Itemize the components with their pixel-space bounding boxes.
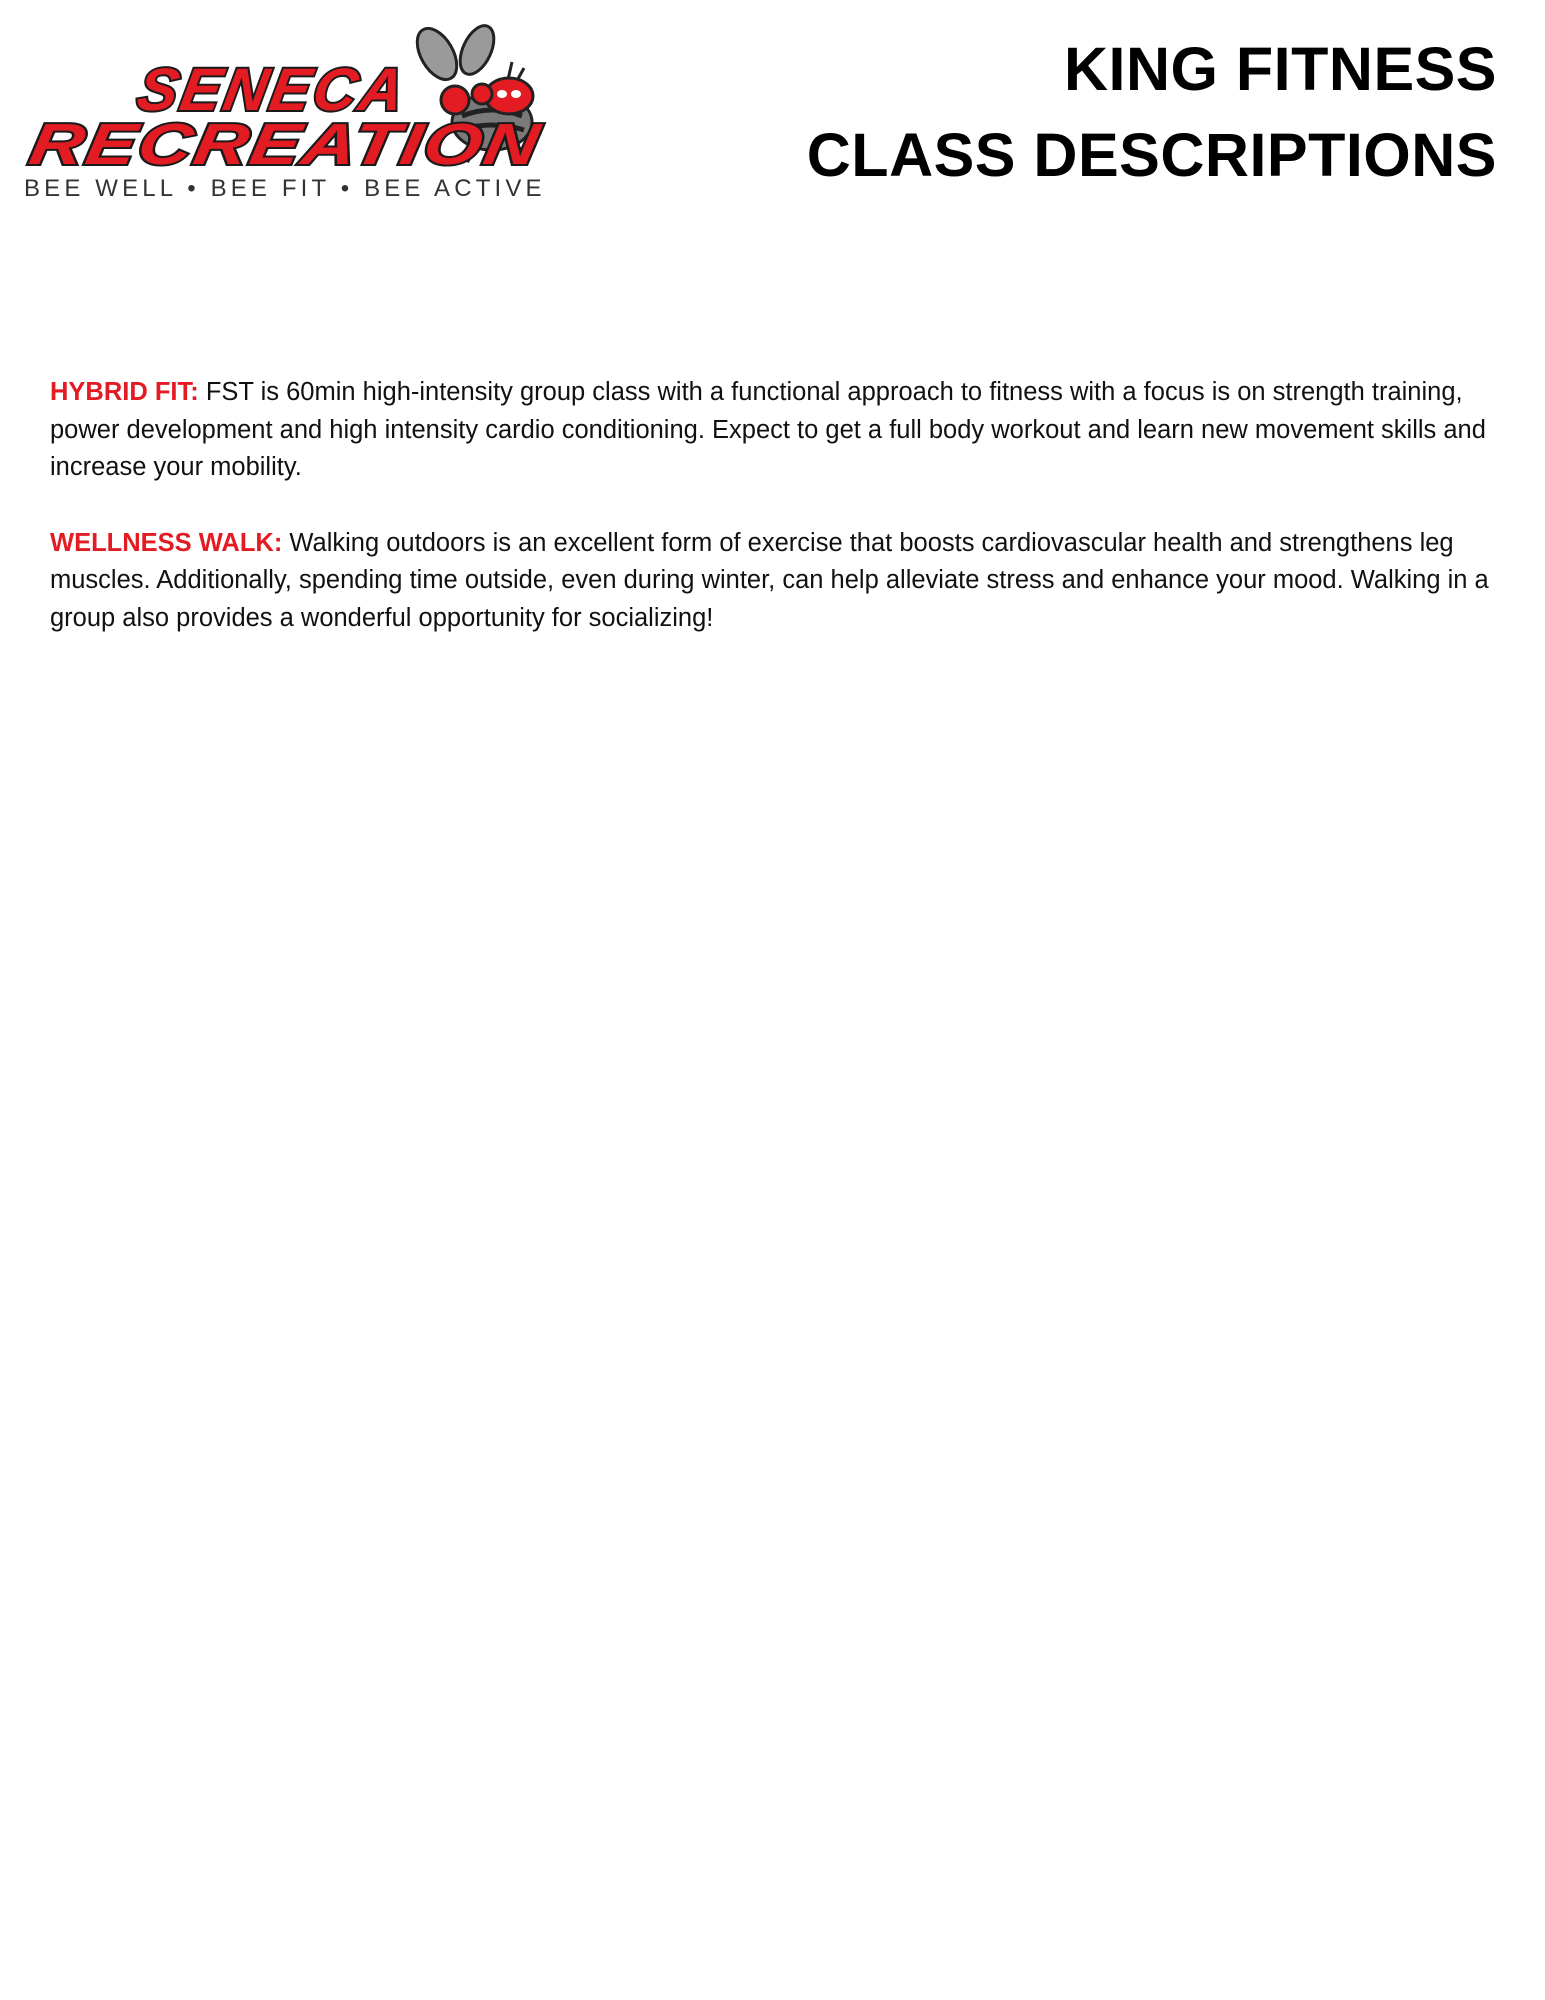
- class-descriptions: [50, 374, 1500, 675]
- logo-line-seneca: SENECA: [132, 55, 413, 123]
- page-header: [0, 0, 1545, 220]
- document-title: [807, 26, 1497, 198]
- class-description-wellness-walk: [50, 525, 1500, 638]
- title-line-1: KING FITNESS: [1063, 35, 1497, 103]
- class-text: FST is 60min high-intensity group class with a functional approach to fitness with a focus is on strength training, power development and high intensity cardio conditioning. Expect to get a full body workout and learn new movement skills and increase your mobility.: [50, 378, 1486, 481]
- class-description-hybrid-fit: [50, 374, 1500, 487]
- logo-line-recreation: RECREATION: [25, 112, 436, 177]
- seneca-recreation-logo: [22, 24, 552, 200]
- class-name: HYBRID FIT:: [50, 378, 199, 406]
- logo-graphic: [22, 24, 552, 200]
- title-line-2: CLASS DESCRIPTIONS: [806, 121, 1497, 189]
- class-name: WELLNESS WALK:: [50, 528, 283, 557]
- class-text: Walking outdoors is an excellent form of exercise that boosts cardiovascular health and strengthens leg muscles. Additionally, spending time outside, even during winter, can help alleviate stress and enhance your mood. Walking in a group also provides a wonderful opportunity for socializing!: [50, 528, 1489, 632]
- logo-tagline: BEE WELL • BEE FIT • BEE ACTIVE: [24, 175, 544, 200]
